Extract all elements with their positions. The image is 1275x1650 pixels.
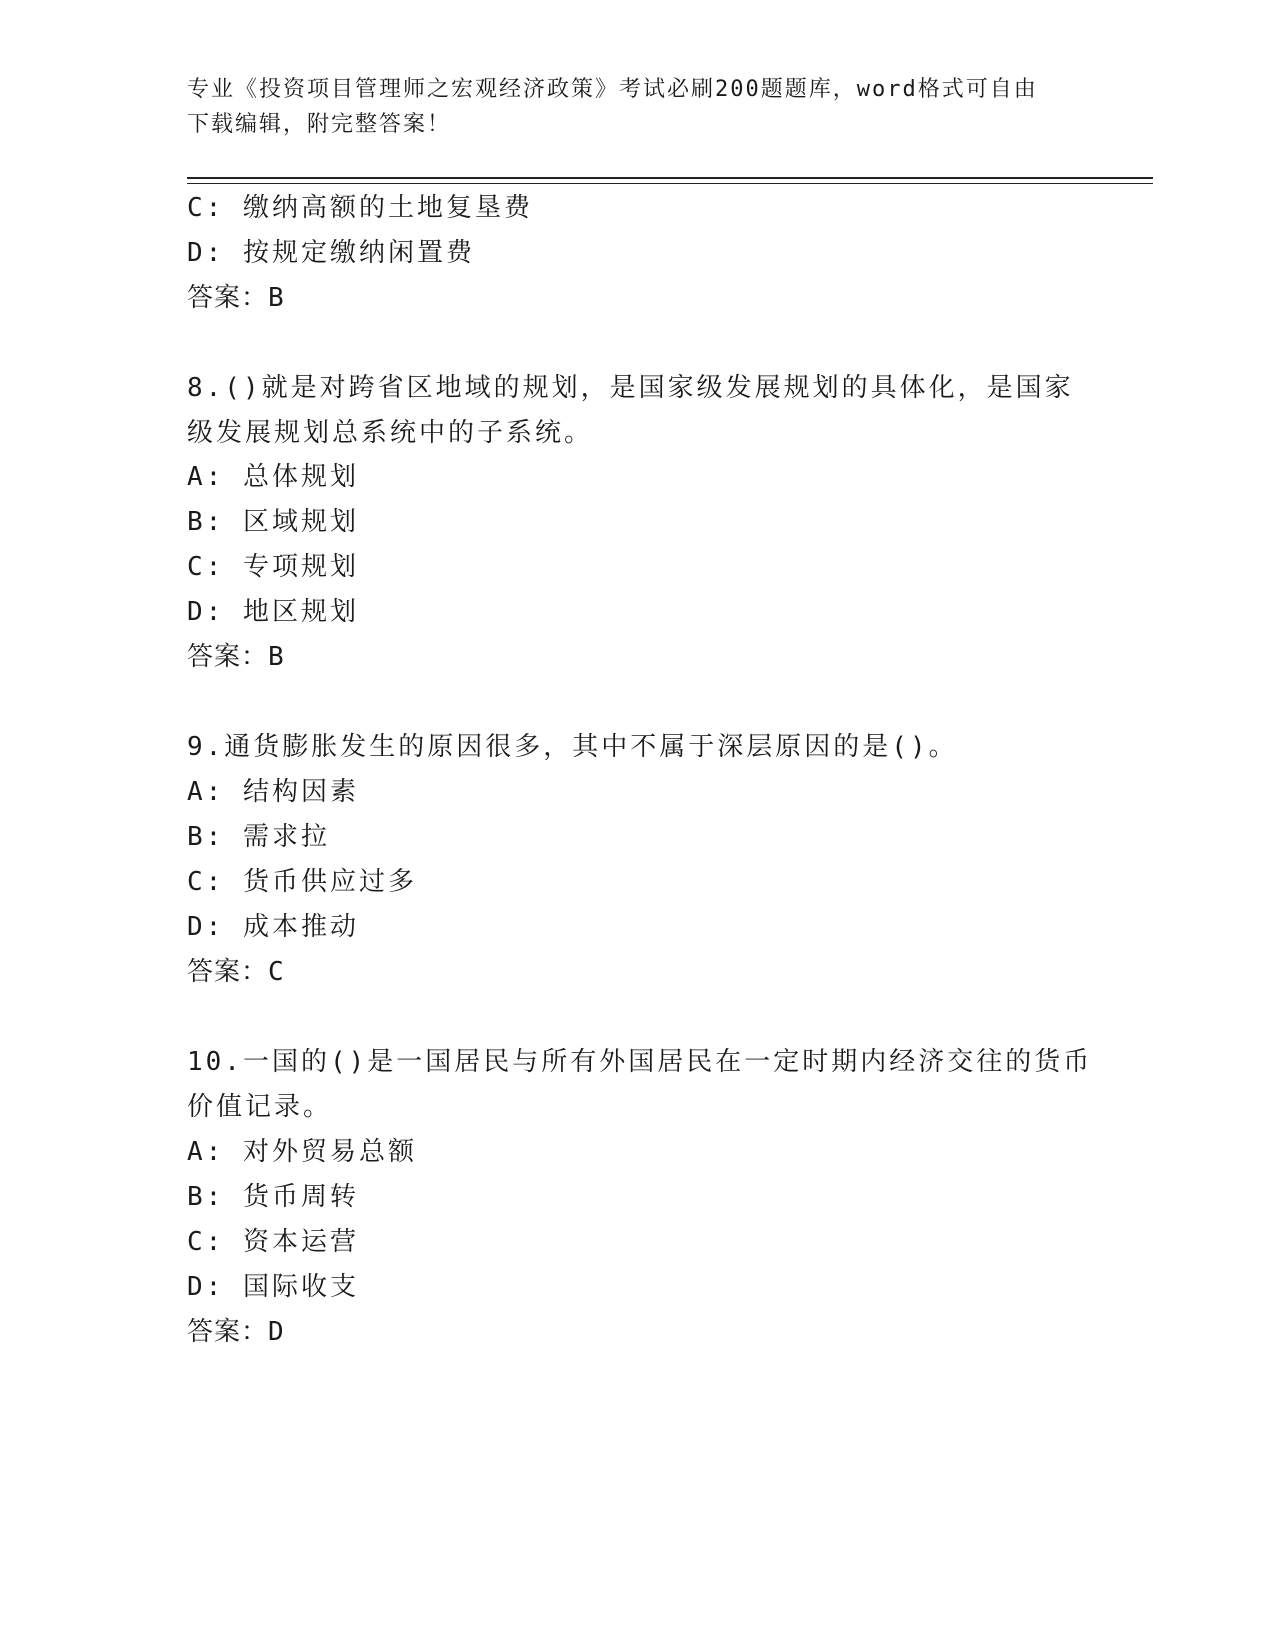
q8-stem-line-2: 级发展规划总系统中的子系统。 <box>187 418 594 448</box>
q9-answer: 答案：C <box>187 957 285 987</box>
q8-stem-line-1: 8.()就是对跨省区地域的规划，是国家级发展规划的具体化，是国家 <box>187 373 1074 403</box>
q9-option-a: A: 结构因素 <box>187 777 359 807</box>
q10-answer: 答案：D <box>187 1317 285 1347</box>
q9-option-b: B: 需求拉 <box>187 822 330 852</box>
document-header <box>187 72 1067 142</box>
q8-option-b: B: 区域规划 <box>187 507 359 537</box>
q8-option-c: C: 专项规划 <box>187 552 359 582</box>
header-divider-thick <box>187 177 1153 179</box>
header-line-1: 专业《投资项目管理师之宏观经济政策》考试必刷200题题库，word格式可自由 <box>187 77 1038 102</box>
prev-option-d: D: 按规定缴纳闲置费 <box>187 238 475 268</box>
q10-option-a: A: 对外贸易总额 <box>187 1137 417 1167</box>
prev-option-c: C: 缴纳高额的土地复垦费 <box>187 193 533 223</box>
q8-answer: 答案：B <box>187 642 285 672</box>
q10-stem-line-2: 价值记录。 <box>187 1092 333 1122</box>
prev-answer: 答案：B <box>187 283 285 313</box>
q8-option-a: A: 总体规划 <box>187 462 359 492</box>
q9-option-d: D: 成本推动 <box>187 912 359 942</box>
q9-option-c: C: 货币供应过多 <box>187 867 417 897</box>
q10-stem-line-1: 10.一国的()是一国居民与所有外国居民在一定时期内经济交往的货币 <box>187 1047 1093 1077</box>
header-divider-thin <box>187 183 1153 184</box>
q10-option-c: C: 资本运营 <box>187 1227 359 1257</box>
q9-stem-line-1: 9.通货膨胀发生的原因很多，其中不属于深层原因的是()。 <box>187 732 958 762</box>
q10-option-b: B: 货币周转 <box>187 1182 359 1212</box>
header-line-2: 下载编辑，附完整答案！ <box>187 112 452 137</box>
q10-option-d: D: 国际收支 <box>187 1272 359 1302</box>
q8-option-d: D: 地区规划 <box>187 597 359 627</box>
